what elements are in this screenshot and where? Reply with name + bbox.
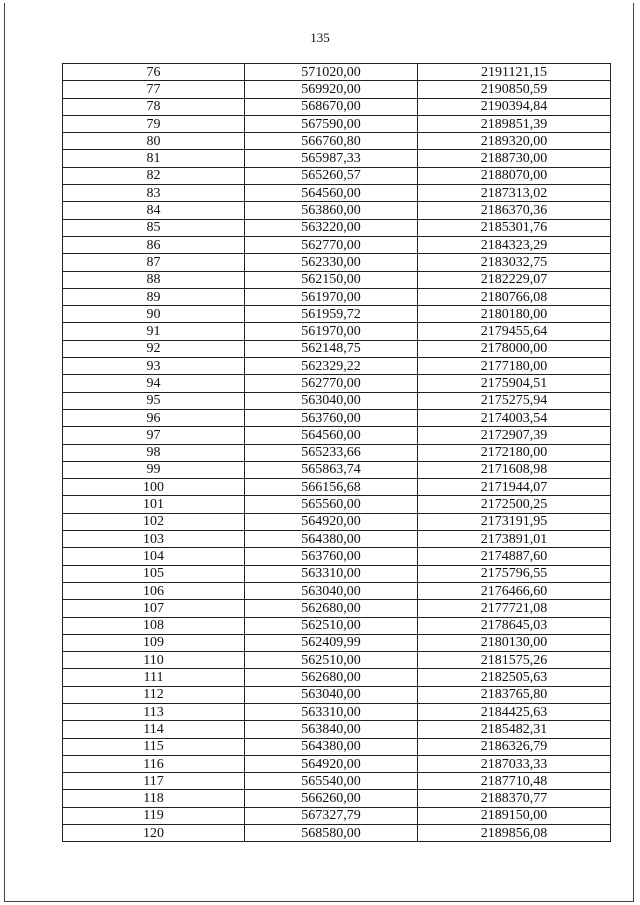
table-row	[63, 133, 611, 150]
table-row	[63, 81, 611, 98]
y-coordinate-cell: 2185301,76	[418, 219, 611, 236]
x-coordinate-cell: 567327,79	[245, 807, 418, 824]
x-coordinate-cell: 562510,00	[245, 617, 418, 634]
point-number-cell: 76	[63, 64, 245, 81]
point-number-cell: 94	[63, 375, 245, 392]
point-number-cell: 101	[63, 496, 245, 513]
y-coordinate-cell: 2179455,64	[418, 323, 611, 340]
x-coordinate-cell: 571020,00	[245, 64, 418, 81]
table-row	[63, 807, 611, 824]
x-coordinate-cell: 564380,00	[245, 531, 418, 548]
table-row	[63, 150, 611, 167]
table-row	[63, 202, 611, 219]
table-row	[63, 582, 611, 599]
x-coordinate-cell: 564920,00	[245, 513, 418, 530]
point-number-cell: 119	[63, 807, 245, 824]
y-coordinate-cell: 2180766,08	[418, 288, 611, 305]
table-row	[63, 790, 611, 807]
point-number-cell: 104	[63, 548, 245, 565]
y-coordinate-cell: 2174003,54	[418, 409, 611, 426]
y-coordinate-cell: 2173891,01	[418, 531, 611, 548]
point-number-cell: 99	[63, 461, 245, 478]
y-coordinate-cell: 2172500,25	[418, 496, 611, 513]
x-coordinate-cell: 565560,00	[245, 496, 418, 513]
table-row	[63, 306, 611, 323]
x-coordinate-cell: 561959,72	[245, 306, 418, 323]
table-row	[63, 634, 611, 651]
table-row	[63, 444, 611, 461]
point-number-cell: 81	[63, 150, 245, 167]
x-coordinate-cell: 563760,00	[245, 409, 418, 426]
y-coordinate-cell: 2188730,00	[418, 150, 611, 167]
y-coordinate-cell: 2175904,51	[418, 375, 611, 392]
point-number-cell: 102	[63, 513, 245, 530]
y-coordinate-cell: 2189856,08	[418, 825, 611, 842]
x-coordinate-cell: 561970,00	[245, 288, 418, 305]
table-row	[63, 703, 611, 720]
x-coordinate-cell: 562148,75	[245, 340, 418, 357]
y-coordinate-cell: 2183032,75	[418, 254, 611, 271]
y-coordinate-cell: 2175275,94	[418, 392, 611, 409]
x-coordinate-cell: 562680,00	[245, 669, 418, 686]
table-row	[63, 773, 611, 790]
point-number-cell: 106	[63, 582, 245, 599]
page-number: 135	[310, 30, 330, 45]
y-coordinate-cell: 2171608,98	[418, 461, 611, 478]
table-row	[63, 219, 611, 236]
x-coordinate-cell: 568670,00	[245, 98, 418, 115]
point-number-cell: 78	[63, 98, 245, 115]
point-number-cell: 113	[63, 703, 245, 720]
y-coordinate-cell: 2187033,33	[418, 755, 611, 772]
y-coordinate-cell: 2181575,26	[418, 652, 611, 669]
x-coordinate-cell: 563310,00	[245, 703, 418, 720]
x-coordinate-cell: 562510,00	[245, 652, 418, 669]
x-coordinate-cell: 569920,00	[245, 81, 418, 98]
point-number-cell: 108	[63, 617, 245, 634]
y-coordinate-cell: 2186326,79	[418, 738, 611, 755]
y-coordinate-cell: 2171944,07	[418, 479, 611, 496]
x-coordinate-cell: 563040,00	[245, 582, 418, 599]
table-row	[63, 427, 611, 444]
y-coordinate-cell: 2183765,80	[418, 686, 611, 703]
table-row	[63, 375, 611, 392]
point-number-cell: 84	[63, 202, 245, 219]
x-coordinate-cell: 565540,00	[245, 773, 418, 790]
x-coordinate-cell: 565987,33	[245, 150, 418, 167]
x-coordinate-cell: 562770,00	[245, 375, 418, 392]
point-number-cell: 120	[63, 825, 245, 842]
point-number-cell: 117	[63, 773, 245, 790]
x-coordinate-cell: 563040,00	[245, 392, 418, 409]
point-number-cell: 100	[63, 479, 245, 496]
point-number-cell: 103	[63, 531, 245, 548]
point-number-cell: 91	[63, 323, 245, 340]
x-coordinate-cell: 562409,99	[245, 634, 418, 651]
table-row	[63, 271, 611, 288]
point-number-cell: 98	[63, 444, 245, 461]
x-coordinate-cell: 561970,00	[245, 323, 418, 340]
y-coordinate-cell: 2189851,39	[418, 115, 611, 132]
x-coordinate-cell: 564920,00	[245, 755, 418, 772]
point-number-cell: 114	[63, 721, 245, 738]
table-row	[63, 340, 611, 357]
x-coordinate-cell: 565863,74	[245, 461, 418, 478]
point-number-cell: 79	[63, 115, 245, 132]
x-coordinate-cell: 562150,00	[245, 271, 418, 288]
y-coordinate-cell: 2176466,60	[418, 582, 611, 599]
point-number-cell: 97	[63, 427, 245, 444]
x-coordinate-cell: 563760,00	[245, 548, 418, 565]
y-coordinate-cell: 2180180,00	[418, 306, 611, 323]
x-coordinate-cell: 565260,57	[245, 167, 418, 184]
table-row	[63, 548, 611, 565]
x-coordinate-cell: 565233,66	[245, 444, 418, 461]
x-coordinate-cell: 563840,00	[245, 721, 418, 738]
table-row	[63, 236, 611, 253]
point-number-cell: 115	[63, 738, 245, 755]
x-coordinate-cell: 564560,00	[245, 427, 418, 444]
point-number-cell: 118	[63, 790, 245, 807]
table-row	[63, 479, 611, 496]
point-number-cell: 116	[63, 755, 245, 772]
point-number-cell: 92	[63, 340, 245, 357]
y-coordinate-cell: 2185482,31	[418, 721, 611, 738]
point-number-cell: 95	[63, 392, 245, 409]
x-coordinate-cell: 563220,00	[245, 219, 418, 236]
table-row	[63, 600, 611, 617]
table-row	[63, 167, 611, 184]
y-coordinate-cell: 2187710,48	[418, 773, 611, 790]
y-coordinate-cell: 2190394,84	[418, 98, 611, 115]
y-coordinate-cell: 2191121,15	[418, 64, 611, 81]
table-row	[63, 531, 611, 548]
y-coordinate-cell: 2172907,39	[418, 427, 611, 444]
x-coordinate-cell: 562680,00	[245, 600, 418, 617]
y-coordinate-cell: 2175796,55	[418, 565, 611, 582]
y-coordinate-cell: 2177721,08	[418, 600, 611, 617]
x-coordinate-cell: 566260,00	[245, 790, 418, 807]
y-coordinate-cell: 2190850,59	[418, 81, 611, 98]
point-number-cell: 77	[63, 81, 245, 98]
point-number-cell: 87	[63, 254, 245, 271]
x-coordinate-cell: 564560,00	[245, 185, 418, 202]
point-number-cell: 107	[63, 600, 245, 617]
y-coordinate-cell: 2172180,00	[418, 444, 611, 461]
table-row	[63, 721, 611, 738]
y-coordinate-cell: 2180130,00	[418, 634, 611, 651]
table-row	[63, 617, 611, 634]
coordinates-table	[62, 63, 611, 842]
x-coordinate-cell: 562770,00	[245, 236, 418, 253]
x-coordinate-cell: 563310,00	[245, 565, 418, 582]
y-coordinate-cell: 2173191,95	[418, 513, 611, 530]
y-coordinate-cell: 2177180,00	[418, 358, 611, 375]
table-row	[63, 98, 611, 115]
y-coordinate-cell: 2189150,00	[418, 807, 611, 824]
table-row	[63, 185, 611, 202]
table-row	[63, 392, 611, 409]
y-coordinate-cell: 2182229,07	[418, 271, 611, 288]
point-number-cell: 109	[63, 634, 245, 651]
y-coordinate-cell: 2182505,63	[418, 669, 611, 686]
x-coordinate-cell: 563040,00	[245, 686, 418, 703]
point-number-cell: 88	[63, 271, 245, 288]
point-number-cell: 93	[63, 358, 245, 375]
coordinates-table-body	[63, 64, 611, 842]
table-row	[63, 496, 611, 513]
y-coordinate-cell: 2174887,60	[418, 548, 611, 565]
table-row	[63, 64, 611, 81]
table-row	[63, 513, 611, 530]
point-number-cell: 96	[63, 409, 245, 426]
table-row	[63, 115, 611, 132]
y-coordinate-cell: 2178000,00	[418, 340, 611, 357]
point-number-cell: 86	[63, 236, 245, 253]
x-coordinate-cell: 566760,80	[245, 133, 418, 150]
table-row	[63, 288, 611, 305]
x-coordinate-cell: 568580,00	[245, 825, 418, 842]
table-row	[63, 254, 611, 271]
table-row	[63, 323, 611, 340]
y-coordinate-cell: 2187313,02	[418, 185, 611, 202]
y-coordinate-cell: 2184323,29	[418, 236, 611, 253]
y-coordinate-cell: 2188370,77	[418, 790, 611, 807]
table-row	[63, 669, 611, 686]
table-row	[63, 738, 611, 755]
table-row	[63, 565, 611, 582]
x-coordinate-cell: 562329,22	[245, 358, 418, 375]
table-row	[63, 409, 611, 426]
point-number-cell: 105	[63, 565, 245, 582]
x-coordinate-cell: 566156,68	[245, 479, 418, 496]
point-number-cell: 82	[63, 167, 245, 184]
y-coordinate-cell: 2188070,00	[418, 167, 611, 184]
point-number-cell: 89	[63, 288, 245, 305]
table-row	[63, 686, 611, 703]
point-number-cell: 111	[63, 669, 245, 686]
table-row	[63, 825, 611, 842]
point-number-cell: 112	[63, 686, 245, 703]
point-number-cell: 80	[63, 133, 245, 150]
x-coordinate-cell: 564380,00	[245, 738, 418, 755]
x-coordinate-cell: 567590,00	[245, 115, 418, 132]
x-coordinate-cell: 562330,00	[245, 254, 418, 271]
y-coordinate-cell: 2186370,36	[418, 202, 611, 219]
x-coordinate-cell: 563860,00	[245, 202, 418, 219]
point-number-cell: 90	[63, 306, 245, 323]
table-row	[63, 755, 611, 772]
point-number-cell: 110	[63, 652, 245, 669]
y-coordinate-cell: 2184425,63	[418, 703, 611, 720]
table-row	[63, 461, 611, 478]
table-row	[63, 652, 611, 669]
point-number-cell: 83	[63, 185, 245, 202]
point-number-cell: 85	[63, 219, 245, 236]
table-row	[63, 358, 611, 375]
y-coordinate-cell: 2178645,03	[418, 617, 611, 634]
y-coordinate-cell: 2189320,00	[418, 133, 611, 150]
